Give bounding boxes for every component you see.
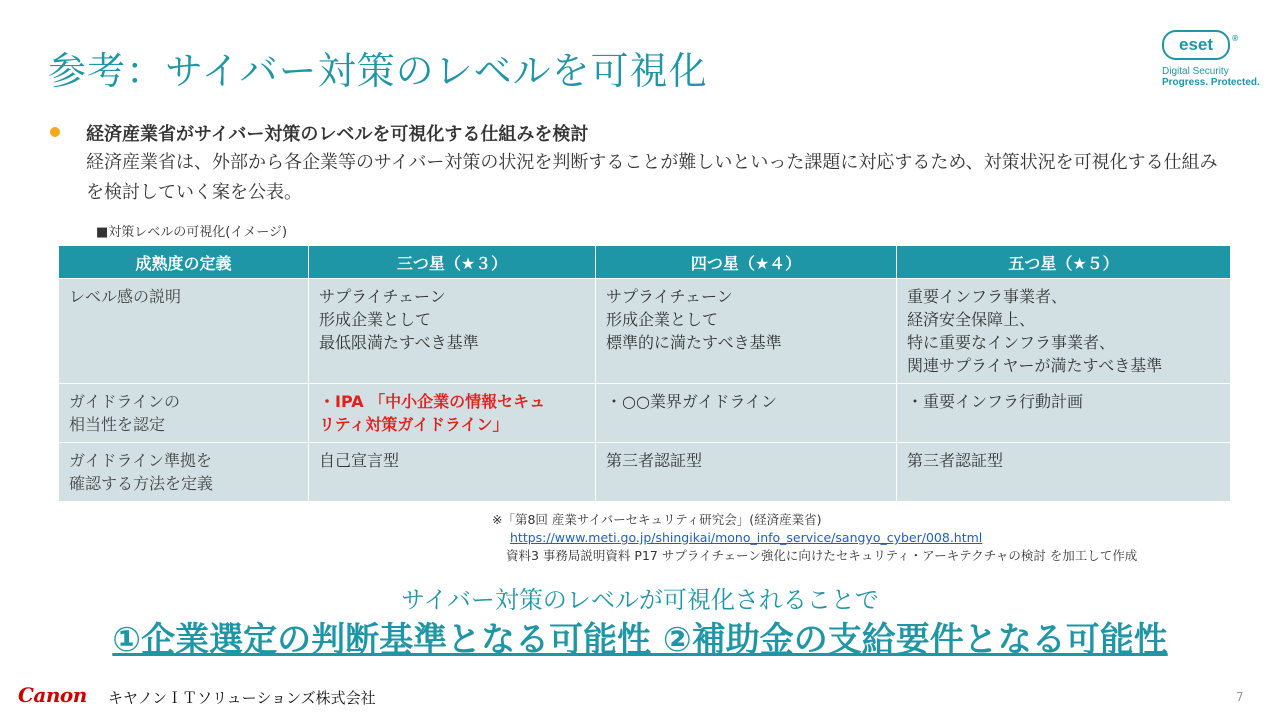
source-note	[492, 511, 1137, 565]
cell-line: 重要インフラ事業者、	[907, 287, 1068, 306]
bullet-dot-icon	[50, 127, 60, 137]
maturity-table	[58, 245, 1231, 502]
cell-five-star-guideline	[897, 384, 1231, 443]
header-four-star: 四つ星（★４）	[596, 246, 897, 279]
cell-five-star-level	[897, 279, 1231, 384]
conclusion-subheading: サイバー対策のレベルが可視化されることで	[401, 586, 879, 614]
cell-line: 第三者認証型	[606, 451, 703, 470]
slide-title: 参考：サイバー対策のレベルを可視化	[48, 49, 708, 93]
header-three-star: 三つ星（★３）	[309, 246, 596, 279]
cell-line: サプライチェーン	[606, 287, 733, 306]
table-row	[59, 384, 1231, 443]
cell-line: ・○○業界ガイドライン	[606, 392, 777, 411]
row-label-method	[59, 443, 309, 502]
cell-line: サプライチェーン	[319, 287, 446, 306]
source-note-line3: 資料3 事務局説明資料 P17 サプライチェーン強化に向けたセキュリティ・アーキテクチャの検討 を加工して作成	[506, 548, 1138, 563]
cell-three-star-guideline	[309, 384, 596, 443]
eset-logo	[1162, 30, 1238, 60]
cell-line-highlight: ・IPA 「中小企業の情報セキュ	[319, 392, 546, 411]
conclusion-heading: ①企業選定の判断基準となる可能性 ②補助金の支給要件となる可能性	[112, 620, 1168, 660]
cell-three-star-method	[309, 443, 596, 502]
cell-four-star-level	[596, 279, 897, 384]
eset-logo-block	[1162, 30, 1260, 88]
row-label-guideline	[59, 384, 309, 443]
cell-three-star-level	[309, 279, 596, 384]
cell-line: 経済安全保障上、	[907, 310, 1036, 329]
row-label-level	[59, 279, 309, 384]
cell-line: 第三者認証型	[907, 451, 1004, 470]
cell-line: ガイドラインの	[69, 392, 181, 411]
cell-line: 自己宣言型	[319, 451, 400, 470]
cell-line: 標準的に満たすべき基準	[606, 333, 782, 352]
company-name: キヤノンＩＴソリューションズ株式会社	[108, 689, 376, 707]
registered-icon: ®	[1232, 34, 1238, 43]
table-caption: ■対策レベルの可視化(イメージ)	[96, 225, 288, 240]
canon-logo: Canon	[18, 683, 87, 707]
page-number: 7	[1236, 690, 1244, 704]
table-header-row	[59, 246, 1231, 279]
header-five-star: 五つ星（★５）	[897, 246, 1231, 279]
eset-tagline-2: Progress. Protected.	[1162, 77, 1260, 88]
cell-line: ガイドライン準拠を	[69, 451, 213, 470]
bullet-heading: 経済産業省がサイバー対策のレベルを可視化する仕組みを検討	[86, 124, 589, 145]
cell-line: 特に重要なインフラ事業者、	[907, 333, 1116, 352]
cell-line: 形成企業として	[319, 310, 432, 329]
cell-five-star-method	[897, 443, 1231, 502]
cell-line: ・重要インフラ行動計画	[907, 392, 1084, 411]
header-maturity: 成熟度の定義	[59, 246, 309, 279]
cell-line: 最低限満たすべき基準	[319, 333, 479, 352]
cell-line: 関連サプライヤーが満たすべき基準	[907, 356, 1163, 375]
cell-line-highlight: リティ対策ガイドライン」	[319, 415, 509, 434]
source-link[interactable]: https://www.meti.go.jp/shingikai/mono_info_service/sangyo_cyber/008.html	[510, 530, 983, 545]
table-row	[59, 279, 1231, 384]
table-row	[59, 443, 1231, 502]
cell-line: 確認する方法を定義	[69, 474, 214, 493]
source-note-line1: ※「第8回 産業サイバーセキュリティ研究会」(経済産業省)	[492, 512, 822, 527]
eset-tagline-1: Digital Security	[1162, 66, 1229, 77]
eset-logo-text: eset	[1178, 35, 1214, 54]
cell-four-star-guideline	[596, 384, 897, 443]
cell-line: レベル感の説明	[69, 287, 182, 306]
bullet-body: 経済産業省は、外部から各企業等のサイバー対策の状況を判断することが難しいといった課題に対応するため、対策状況を可視化する仕組みを検討していく案を公表。	[86, 152, 1218, 203]
cell-line: 相当性を認定	[69, 415, 166, 434]
cell-line: 形成企業として	[606, 310, 719, 329]
source-link-wrap	[492, 529, 1137, 547]
cell-four-star-method	[596, 443, 897, 502]
